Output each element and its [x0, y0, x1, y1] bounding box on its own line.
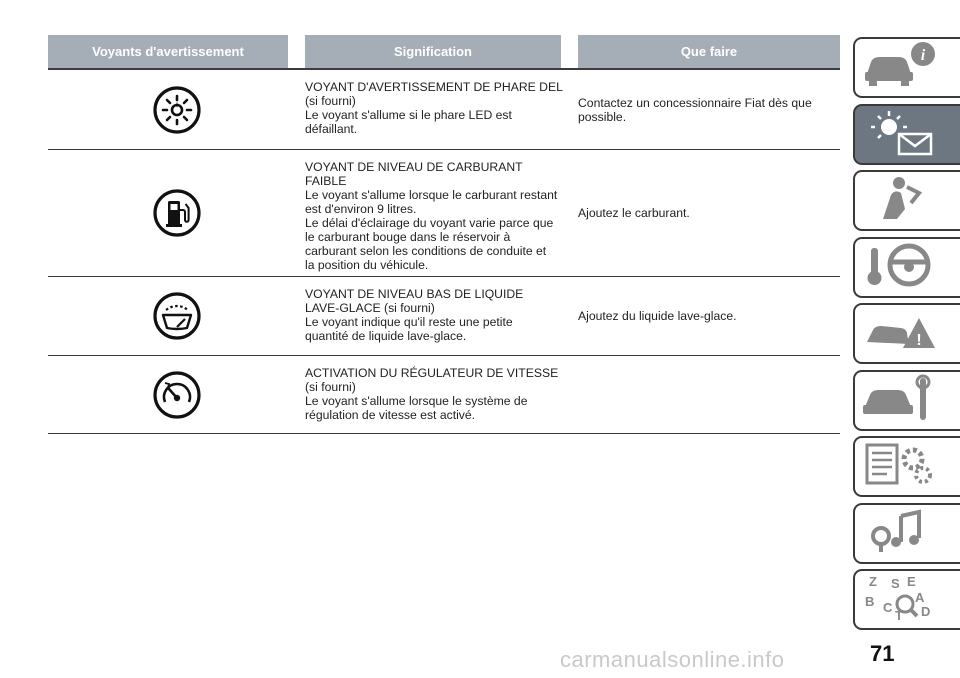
warning-light-message-icon [861, 107, 941, 162]
action-cell: Ajoutez le carburant. [578, 206, 690, 220]
meaning-cell: VOYANT D'AVERTISSEMENT DE PHARE DEL (si fourni) Le voyant s'allume si le phare LED est défaillant. [305, 80, 563, 136]
tab-technical-data[interactable] [853, 436, 960, 497]
headlamp-led-warning-icon [152, 85, 202, 135]
svg-text:S: S [891, 576, 900, 591]
warning-lights-table [48, 35, 840, 434]
table-row [48, 356, 840, 434]
seat-airbag-icon [861, 173, 941, 228]
svg-text:D: D [921, 604, 931, 619]
svg-text:Z: Z [869, 574, 877, 589]
chapter-tabs [853, 37, 960, 636]
car-wrench-icon [861, 373, 941, 428]
svg-text:!: ! [916, 332, 922, 349]
svg-text:B: B [865, 594, 875, 609]
tab-starting-driving[interactable] [853, 237, 960, 298]
svg-text:E: E [907, 574, 916, 589]
svg-text:T: T [895, 608, 903, 622]
meaning-cell: VOYANT DE NIVEAU DE CARBURANT FAIBLE Le voyant s'allume lorsque le carburant restant est d'environ 9 litres. Le délai d'éclairage du voyant varie parce que le carburant bouge dans le réservoir à carburant selon les conditions de conduite et la position du véhicule. [305, 160, 558, 272]
header-what-to-do: Que faire [578, 35, 840, 68]
action-cell [575, 356, 840, 433]
header-meaning: Signification [305, 35, 561, 68]
multimedia-icon [861, 506, 941, 561]
meaning-cell: VOYANT DE NIVEAU BAS DE LIQUIDE LAVE-GLACE (si fourni) Le voyant indique qu'il reste une petite quantité de liquide lave-glace. [305, 287, 524, 343]
tab-multimedia[interactable] [853, 503, 960, 564]
list-gears-icon [861, 439, 941, 494]
tab-warning-lights[interactable] [853, 104, 960, 165]
tab-car-info[interactable] [853, 37, 960, 98]
car-info-icon [861, 40, 941, 95]
key-steering-wheel-icon [861, 240, 941, 295]
action-cell: Ajoutez du liquide lave-glace. [578, 309, 737, 323]
fuel-pump-icon [152, 188, 202, 238]
svg-text:A: A [915, 590, 925, 605]
table-row [48, 70, 840, 150]
tab-index[interactable] [853, 569, 960, 630]
car-emergency-icon [861, 306, 941, 361]
tab-servicing[interactable] [853, 370, 960, 431]
action-cell: Contactez un concessionnaire Fiat dès que possible. [578, 95, 812, 124]
washer-fluid-icon [152, 291, 202, 341]
tab-safety[interactable] [853, 170, 960, 231]
cruise-control-icon [152, 370, 202, 420]
alphabetical-index-icon [861, 572, 941, 627]
svg-text:C: C [883, 600, 893, 615]
page-number: 71 [870, 641, 895, 666]
svg-text:i: i [920, 47, 926, 64]
watermark: carmanualsonline.info [560, 647, 785, 672]
meaning-cell: ACTIVATION DU RÉGULATEUR DE VITESSE (si fourni) Le voyant s'allume lorsque le système de régulation de vitesse est activé. [305, 366, 559, 422]
tab-emergency[interactable] [853, 303, 960, 364]
table-row [48, 277, 840, 356]
table-header [48, 35, 840, 70]
table-row [48, 150, 840, 277]
header-warning-lights: Voyants d'avertissement [48, 35, 288, 68]
svg-text:!: ! [175, 102, 178, 109]
